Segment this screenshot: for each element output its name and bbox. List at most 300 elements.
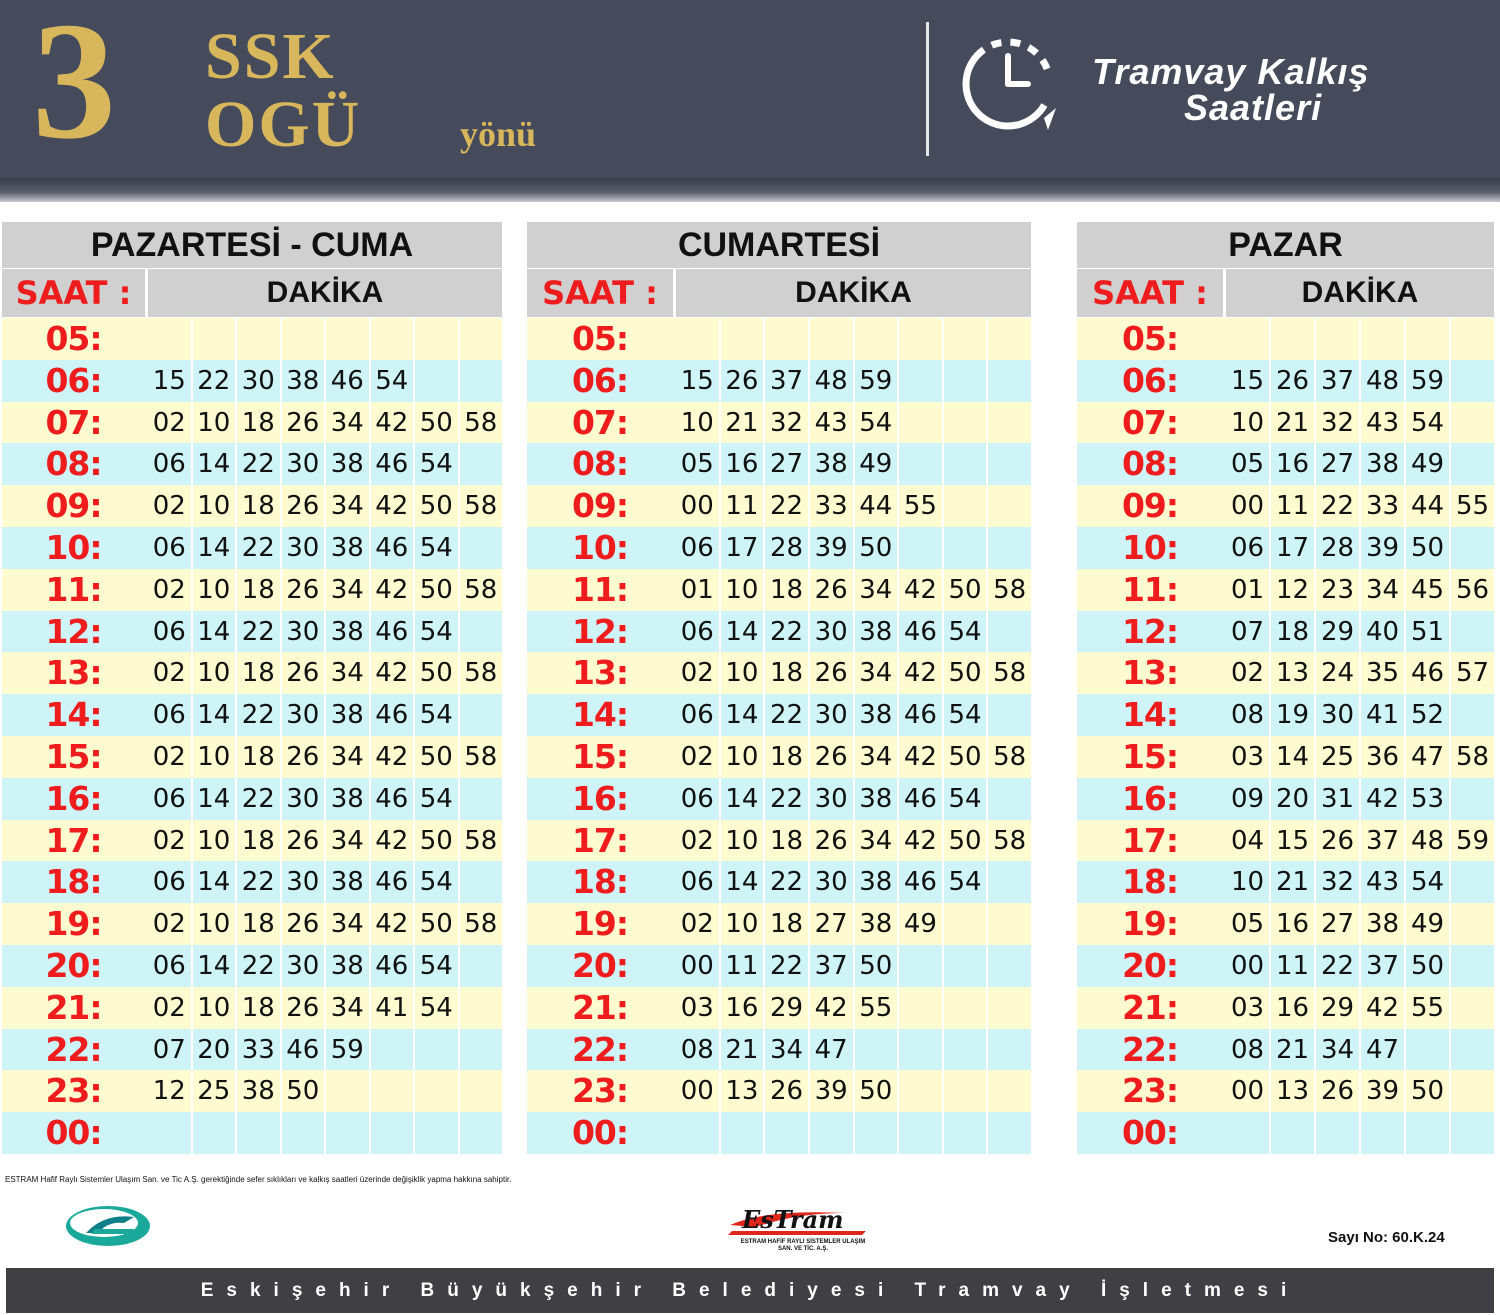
minute-cell: 58	[458, 569, 503, 611]
minute-cell: 38	[853, 861, 898, 903]
hour-label: 11:	[571, 569, 629, 609]
minutes-group	[148, 611, 502, 653]
minutes-group	[1226, 736, 1494, 778]
minute-cell: 37	[1314, 360, 1359, 402]
minute-cell: 02	[1230, 658, 1265, 689]
minutes-group	[676, 1112, 1031, 1154]
minute-cell: 07	[1230, 616, 1265, 647]
minute-cell: 02	[152, 658, 186, 689]
schedule-subheader	[1077, 269, 1494, 317]
schedule-title: PAZAR	[1077, 222, 1494, 268]
minute-cell	[986, 443, 1031, 485]
minute-cell: 02	[680, 825, 714, 856]
hour-label: 10:	[1121, 527, 1179, 567]
minute-cell	[324, 1112, 369, 1154]
minutes-group	[1226, 485, 1494, 527]
minute-cell: 48	[808, 360, 853, 402]
minute-cell: 06	[152, 783, 186, 814]
hour-label: 17:	[571, 820, 629, 860]
minutes-group	[1226, 987, 1494, 1029]
schedule-row	[2, 861, 502, 903]
minute-cell: 02	[152, 909, 186, 940]
schedule-row	[527, 861, 1031, 903]
minute-cell: 08	[1230, 700, 1265, 731]
hour-label: 10:	[571, 527, 629, 567]
minute-cell: 42	[1359, 778, 1404, 820]
minute-cell: 06	[680, 532, 714, 563]
minute-cell: 41	[369, 987, 414, 1029]
minute-cell: 00	[1230, 950, 1265, 981]
minute-cell: 50	[853, 945, 898, 987]
schedule-row	[527, 1112, 1031, 1154]
minutes-group	[148, 987, 502, 1029]
minutes-group	[1226, 903, 1494, 945]
minute-cell: 54	[413, 694, 458, 736]
schedule-row	[527, 736, 1031, 778]
minute-cell: 05	[680, 449, 714, 480]
minute-cell: 12	[1269, 569, 1314, 611]
hour-label: 00:	[45, 1113, 102, 1153]
minute-cell: 10	[191, 652, 236, 694]
minute-cell	[942, 527, 987, 569]
minute-cell	[1449, 987, 1494, 1029]
schedule-row	[2, 652, 502, 694]
hour-label: 22:	[571, 1029, 629, 1069]
minute-cell: 02	[680, 741, 714, 772]
minute-cell	[458, 861, 503, 903]
minute-cell: 10	[191, 820, 236, 862]
minute-cell: 59	[324, 1029, 369, 1071]
minute-cell: 10	[191, 485, 236, 527]
minute-cell: 21	[1269, 861, 1314, 903]
minute-cell	[897, 318, 942, 360]
minute-cell	[986, 987, 1031, 1029]
minute-cell: 06	[152, 449, 186, 480]
minute-cell: 49	[853, 443, 898, 485]
minute-cell: 47	[1359, 1029, 1404, 1071]
hour-label: 14:	[45, 695, 102, 735]
minute-cell: 05	[1230, 449, 1265, 480]
minute-cell: 11	[1269, 945, 1314, 987]
minute-cell: 26	[280, 736, 325, 778]
minute-cell: 58	[458, 652, 503, 694]
hour-label: 16:	[571, 778, 629, 818]
minute-cell: 06	[152, 532, 186, 563]
minutes-group	[1226, 778, 1494, 820]
minute-cell: 58	[986, 820, 1031, 862]
hour-label: 10:	[45, 527, 102, 567]
minute-cell: 00	[680, 950, 714, 981]
minute-cell: 54	[1404, 861, 1449, 903]
minutes-group	[148, 861, 502, 903]
minute-cell	[808, 318, 853, 360]
minute-cell: 14	[719, 861, 764, 903]
minutes-group	[1226, 402, 1494, 444]
minute-cell: 42	[897, 736, 942, 778]
minute-cell: 16	[1269, 987, 1314, 1029]
minute-cell	[676, 318, 719, 360]
minute-cell: 10	[719, 569, 764, 611]
schedule-row	[1077, 1112, 1494, 1154]
minute-cell: 20	[1269, 778, 1314, 820]
minute-cell: 54	[413, 987, 458, 1029]
minute-cell: 10	[191, 987, 236, 1029]
minute-cell	[897, 360, 942, 402]
hour-label: 20:	[45, 945, 102, 985]
minute-cell	[986, 485, 1031, 527]
minute-cell: 26	[1314, 1070, 1359, 1112]
hour-label: 18:	[1121, 862, 1179, 902]
minutes-group	[1226, 1070, 1494, 1112]
minute-cell: 50	[413, 402, 458, 444]
minutes-group	[148, 402, 502, 444]
minute-cell: 30	[280, 861, 325, 903]
schedule-row	[527, 652, 1031, 694]
minutes-group	[148, 318, 502, 360]
minutes-group	[676, 903, 1031, 945]
minute-cell: 17	[1269, 527, 1314, 569]
minute-cell	[986, 694, 1031, 736]
minute-cell: 22	[763, 861, 808, 903]
minute-cell: 26	[280, 485, 325, 527]
title-line-1: Tramvay Kalkış	[1092, 51, 1370, 92]
minute-cell: 34	[1359, 569, 1404, 611]
minute-cell: 22	[235, 945, 280, 987]
minute-cell: 38	[1359, 443, 1404, 485]
minute-cell: 14	[191, 861, 236, 903]
minute-cell: 10	[191, 402, 236, 444]
minute-cell: 24	[1314, 652, 1359, 694]
schedule-row	[1077, 318, 1494, 360]
minute-cell	[808, 1112, 853, 1154]
minute-cell: 18	[235, 903, 280, 945]
minute-cell: 42	[369, 903, 414, 945]
minute-cell: 29	[1314, 611, 1359, 653]
minute-cell: 46	[897, 694, 942, 736]
minute-cell: 09	[1230, 783, 1265, 814]
minute-cell	[763, 1112, 808, 1154]
minute-cell: 55	[1449, 485, 1494, 527]
minute-cell: 32	[763, 402, 808, 444]
schedule-row	[527, 569, 1031, 611]
minute-cell: 26	[280, 652, 325, 694]
minute-cell	[719, 318, 764, 360]
minute-cell	[986, 527, 1031, 569]
schedule-row	[2, 318, 502, 360]
hour-label: 06:	[1121, 360, 1179, 400]
minute-cell: 38	[235, 1070, 280, 1112]
minute-cell: 52	[1404, 694, 1449, 736]
minutes-group	[148, 736, 502, 778]
minute-cell	[280, 1112, 325, 1154]
minute-cell: 22	[763, 778, 808, 820]
schedule-row	[2, 569, 502, 611]
minute-cell: 58	[458, 736, 503, 778]
minute-cell: 48	[1404, 820, 1449, 862]
minute-cell	[191, 1112, 236, 1154]
minute-cell: 50	[413, 485, 458, 527]
minute-cell: 30	[808, 694, 853, 736]
hour-label: 20:	[571, 945, 629, 985]
minute-cell: 04	[1230, 825, 1265, 856]
minute-cell: 50	[413, 903, 458, 945]
schedule-title: PAZARTESİ - CUMA	[2, 222, 502, 268]
minute-cell: 27	[1314, 903, 1359, 945]
minute-cell	[458, 778, 503, 820]
minute-cell	[1314, 1112, 1359, 1154]
minute-cell: 14	[191, 778, 236, 820]
schedule-row	[527, 402, 1031, 444]
minute-cell: 06	[680, 700, 714, 731]
minute-cell: 22	[1314, 485, 1359, 527]
minute-cell: 15	[680, 365, 714, 396]
schedule-rows	[2, 318, 502, 1154]
schedule-row	[527, 1070, 1031, 1112]
minute-cell: 50	[1404, 527, 1449, 569]
hour-label: 13:	[1121, 653, 1179, 693]
minute-cell: 58	[458, 485, 503, 527]
minute-cell: 10	[719, 652, 764, 694]
minute-cell: 37	[1359, 945, 1404, 987]
minute-cell: 49	[1404, 903, 1449, 945]
schedule-subheader	[527, 269, 1031, 317]
minute-cell: 30	[808, 778, 853, 820]
schedule-rows	[527, 318, 1031, 1154]
minute-cell	[1404, 1029, 1449, 1071]
minute-cell: 59	[1404, 360, 1449, 402]
minute-cell	[458, 1112, 503, 1154]
minute-cell: 34	[853, 569, 898, 611]
minute-cell: 18	[763, 652, 808, 694]
minute-cell	[986, 402, 1031, 444]
minute-cell: 01	[1230, 574, 1265, 605]
minute-cell: 34	[324, 485, 369, 527]
minute-cell: 36	[1359, 736, 1404, 778]
minute-cell: 49	[1404, 443, 1449, 485]
minute-cell	[986, 945, 1031, 987]
minute-cell: 43	[808, 402, 853, 444]
minute-cell	[986, 611, 1031, 653]
hour-label: 21:	[1121, 987, 1179, 1027]
hour-label: 21:	[571, 987, 629, 1027]
minute-cell: 46	[897, 778, 942, 820]
schedule-row	[2, 527, 502, 569]
hour-label: 14:	[1121, 695, 1179, 735]
schedule-row	[1077, 569, 1494, 611]
schedule-row	[1077, 611, 1494, 653]
stop-name-ogu: OGÜ	[205, 88, 362, 161]
hour-label: 16:	[1121, 778, 1179, 818]
footer-bar-text: Eskişehir Büyükşehir Belediyesi Tramvay İşletmesi	[200, 1280, 1300, 1301]
minute-cell: 54	[942, 611, 987, 653]
minute-cell	[897, 945, 942, 987]
minute-cell	[458, 1029, 503, 1071]
schedule-row	[527, 527, 1031, 569]
schedule-row	[1077, 360, 1494, 402]
minute-cell: 18	[763, 903, 808, 945]
minute-cell: 38	[324, 694, 369, 736]
minutes-group	[1226, 694, 1494, 736]
minute-cell: 03	[1230, 741, 1265, 772]
minute-cell: 38	[324, 527, 369, 569]
minute-cell: 44	[1404, 485, 1449, 527]
minute-cell	[986, 778, 1031, 820]
minute-cell	[458, 360, 503, 402]
minutes-group	[676, 485, 1031, 527]
minute-cell: 01	[680, 574, 714, 605]
minute-cell: 02	[152, 574, 186, 605]
minute-cell: 12	[152, 1076, 186, 1107]
schedule-row	[2, 987, 502, 1029]
schedule-row	[1077, 778, 1494, 820]
minute-cell	[413, 1112, 458, 1154]
minute-cell	[235, 318, 280, 360]
minute-cell: 50	[413, 569, 458, 611]
minute-cell	[458, 694, 503, 736]
minute-cell: 33	[1359, 485, 1404, 527]
minute-cell: 06	[680, 616, 714, 647]
minute-cell: 26	[808, 820, 853, 862]
schedule-row	[2, 402, 502, 444]
minute-cell	[719, 1112, 764, 1154]
schedule-row	[2, 1112, 502, 1154]
minute-cell	[458, 318, 503, 360]
minute-cell: 43	[1359, 861, 1404, 903]
minutes-group	[676, 694, 1031, 736]
minute-cell: 49	[897, 903, 942, 945]
minute-cell	[1226, 318, 1269, 360]
minute-cell: 18	[235, 652, 280, 694]
schedule-row	[2, 778, 502, 820]
minute-cell: 54	[942, 694, 987, 736]
minute-cell: 38	[808, 443, 853, 485]
schedule-row	[527, 318, 1031, 360]
minute-cell: 46	[280, 1029, 325, 1071]
minute-cell: 50	[1404, 945, 1449, 987]
minute-cell	[676, 1112, 719, 1154]
minute-cell: 25	[191, 1070, 236, 1112]
minute-cell: 48	[1359, 360, 1404, 402]
direction-label: yönü	[460, 114, 537, 154]
minutes-group	[1226, 443, 1494, 485]
minute-cell: 26	[763, 1070, 808, 1112]
minute-cell: 38	[1359, 903, 1404, 945]
minute-cell: 16	[719, 987, 764, 1029]
schedule-title: CUMARTESİ	[527, 222, 1031, 268]
minute-cell: 34	[853, 820, 898, 862]
minute-cell: 34	[324, 402, 369, 444]
minute-cell: 46	[369, 861, 414, 903]
minute-cell: 54	[369, 360, 414, 402]
minute-cell: 22	[235, 778, 280, 820]
minute-cell: 54	[413, 527, 458, 569]
minute-cell	[1314, 318, 1359, 360]
disclaimer-text: ESTRAM Hafif Raylı Sistemler Ulaşım San. ve Tic A.Ş. gerektiğinde sefer sıklıkları ve kalkış saatleri üzerinde değişiklik yapma hakkına sahiptir.	[5, 1175, 512, 1184]
minute-cell	[942, 443, 987, 485]
minute-cell	[369, 1112, 414, 1154]
minute-cell: 08	[680, 1034, 714, 1065]
minute-cell: 47	[808, 1029, 853, 1071]
minute-cell	[986, 318, 1031, 360]
minute-cell	[280, 318, 325, 360]
minute-cell: 30	[280, 611, 325, 653]
minute-cell: 10	[191, 736, 236, 778]
hour-label: 11:	[1121, 569, 1179, 609]
minute-cell	[458, 527, 503, 569]
minutes-group	[148, 485, 502, 527]
minute-cell: 42	[897, 652, 942, 694]
hour-label: 08:	[571, 444, 629, 484]
minute-cell: 18	[763, 736, 808, 778]
minute-cell: 55	[853, 987, 898, 1029]
minute-cell: 54	[413, 945, 458, 987]
minute-cell: 34	[324, 987, 369, 1029]
minute-cell: 30	[1314, 694, 1359, 736]
minute-cell: 38	[280, 360, 325, 402]
schedule-row	[1077, 1029, 1494, 1071]
minute-cell	[1449, 1070, 1494, 1112]
minute-cell: 51	[1404, 611, 1449, 653]
minute-cell: 47	[1404, 736, 1449, 778]
minute-cell: 15	[1269, 820, 1314, 862]
minute-cell: 26	[719, 360, 764, 402]
minute-cell: 50	[413, 652, 458, 694]
estram-subtitle-line2: SAN. VE TİC. A.Ş.	[777, 1246, 829, 1252]
hour-label: 20:	[1121, 945, 1179, 985]
minute-cell: 34	[324, 569, 369, 611]
minute-cell	[942, 485, 987, 527]
minute-cell	[897, 402, 942, 444]
minute-cell: 30	[280, 778, 325, 820]
minute-cell: 10	[719, 820, 764, 862]
minute-cell: 50	[942, 569, 987, 611]
hour-label: 13:	[571, 653, 629, 693]
minute-cell	[235, 1112, 280, 1154]
dakika-label: DAKİKA	[1226, 269, 1494, 317]
minute-cell: 10	[191, 903, 236, 945]
minute-cell: 34	[763, 1029, 808, 1071]
schedule-weekday	[2, 222, 502, 1154]
estram-subtitle-line1: ESTRAM HAFİF RAYLI SİSTEMLER ULAŞIM	[740, 1239, 866, 1245]
minutes-group	[148, 1070, 502, 1112]
minute-cell: 22	[763, 694, 808, 736]
minute-cell	[458, 611, 503, 653]
minute-cell: 28	[1314, 527, 1359, 569]
schedule-row	[1077, 652, 1494, 694]
minute-cell: 30	[280, 945, 325, 987]
minute-cell	[1449, 694, 1494, 736]
minutes-group	[676, 778, 1031, 820]
minute-cell: 42	[808, 987, 853, 1029]
minute-cell: 10	[191, 569, 236, 611]
minute-cell	[458, 945, 503, 987]
minute-cell: 11	[719, 485, 764, 527]
hour-label: 05:	[45, 319, 102, 358]
schedule-rows	[1077, 318, 1494, 1154]
minute-cell: 37	[1359, 820, 1404, 862]
estram-wordmark: EsTram	[742, 1205, 844, 1234]
minute-cell: 54	[853, 402, 898, 444]
minute-cell	[986, 861, 1031, 903]
minute-cell	[1226, 1112, 1269, 1154]
minute-cell: 58	[986, 736, 1031, 778]
minutes-group	[676, 318, 1031, 360]
minutes-group	[1226, 527, 1494, 569]
minute-cell	[1449, 402, 1494, 444]
minute-cell: 41	[1359, 694, 1404, 736]
minutes-group	[148, 945, 502, 987]
minute-cell: 38	[324, 945, 369, 987]
